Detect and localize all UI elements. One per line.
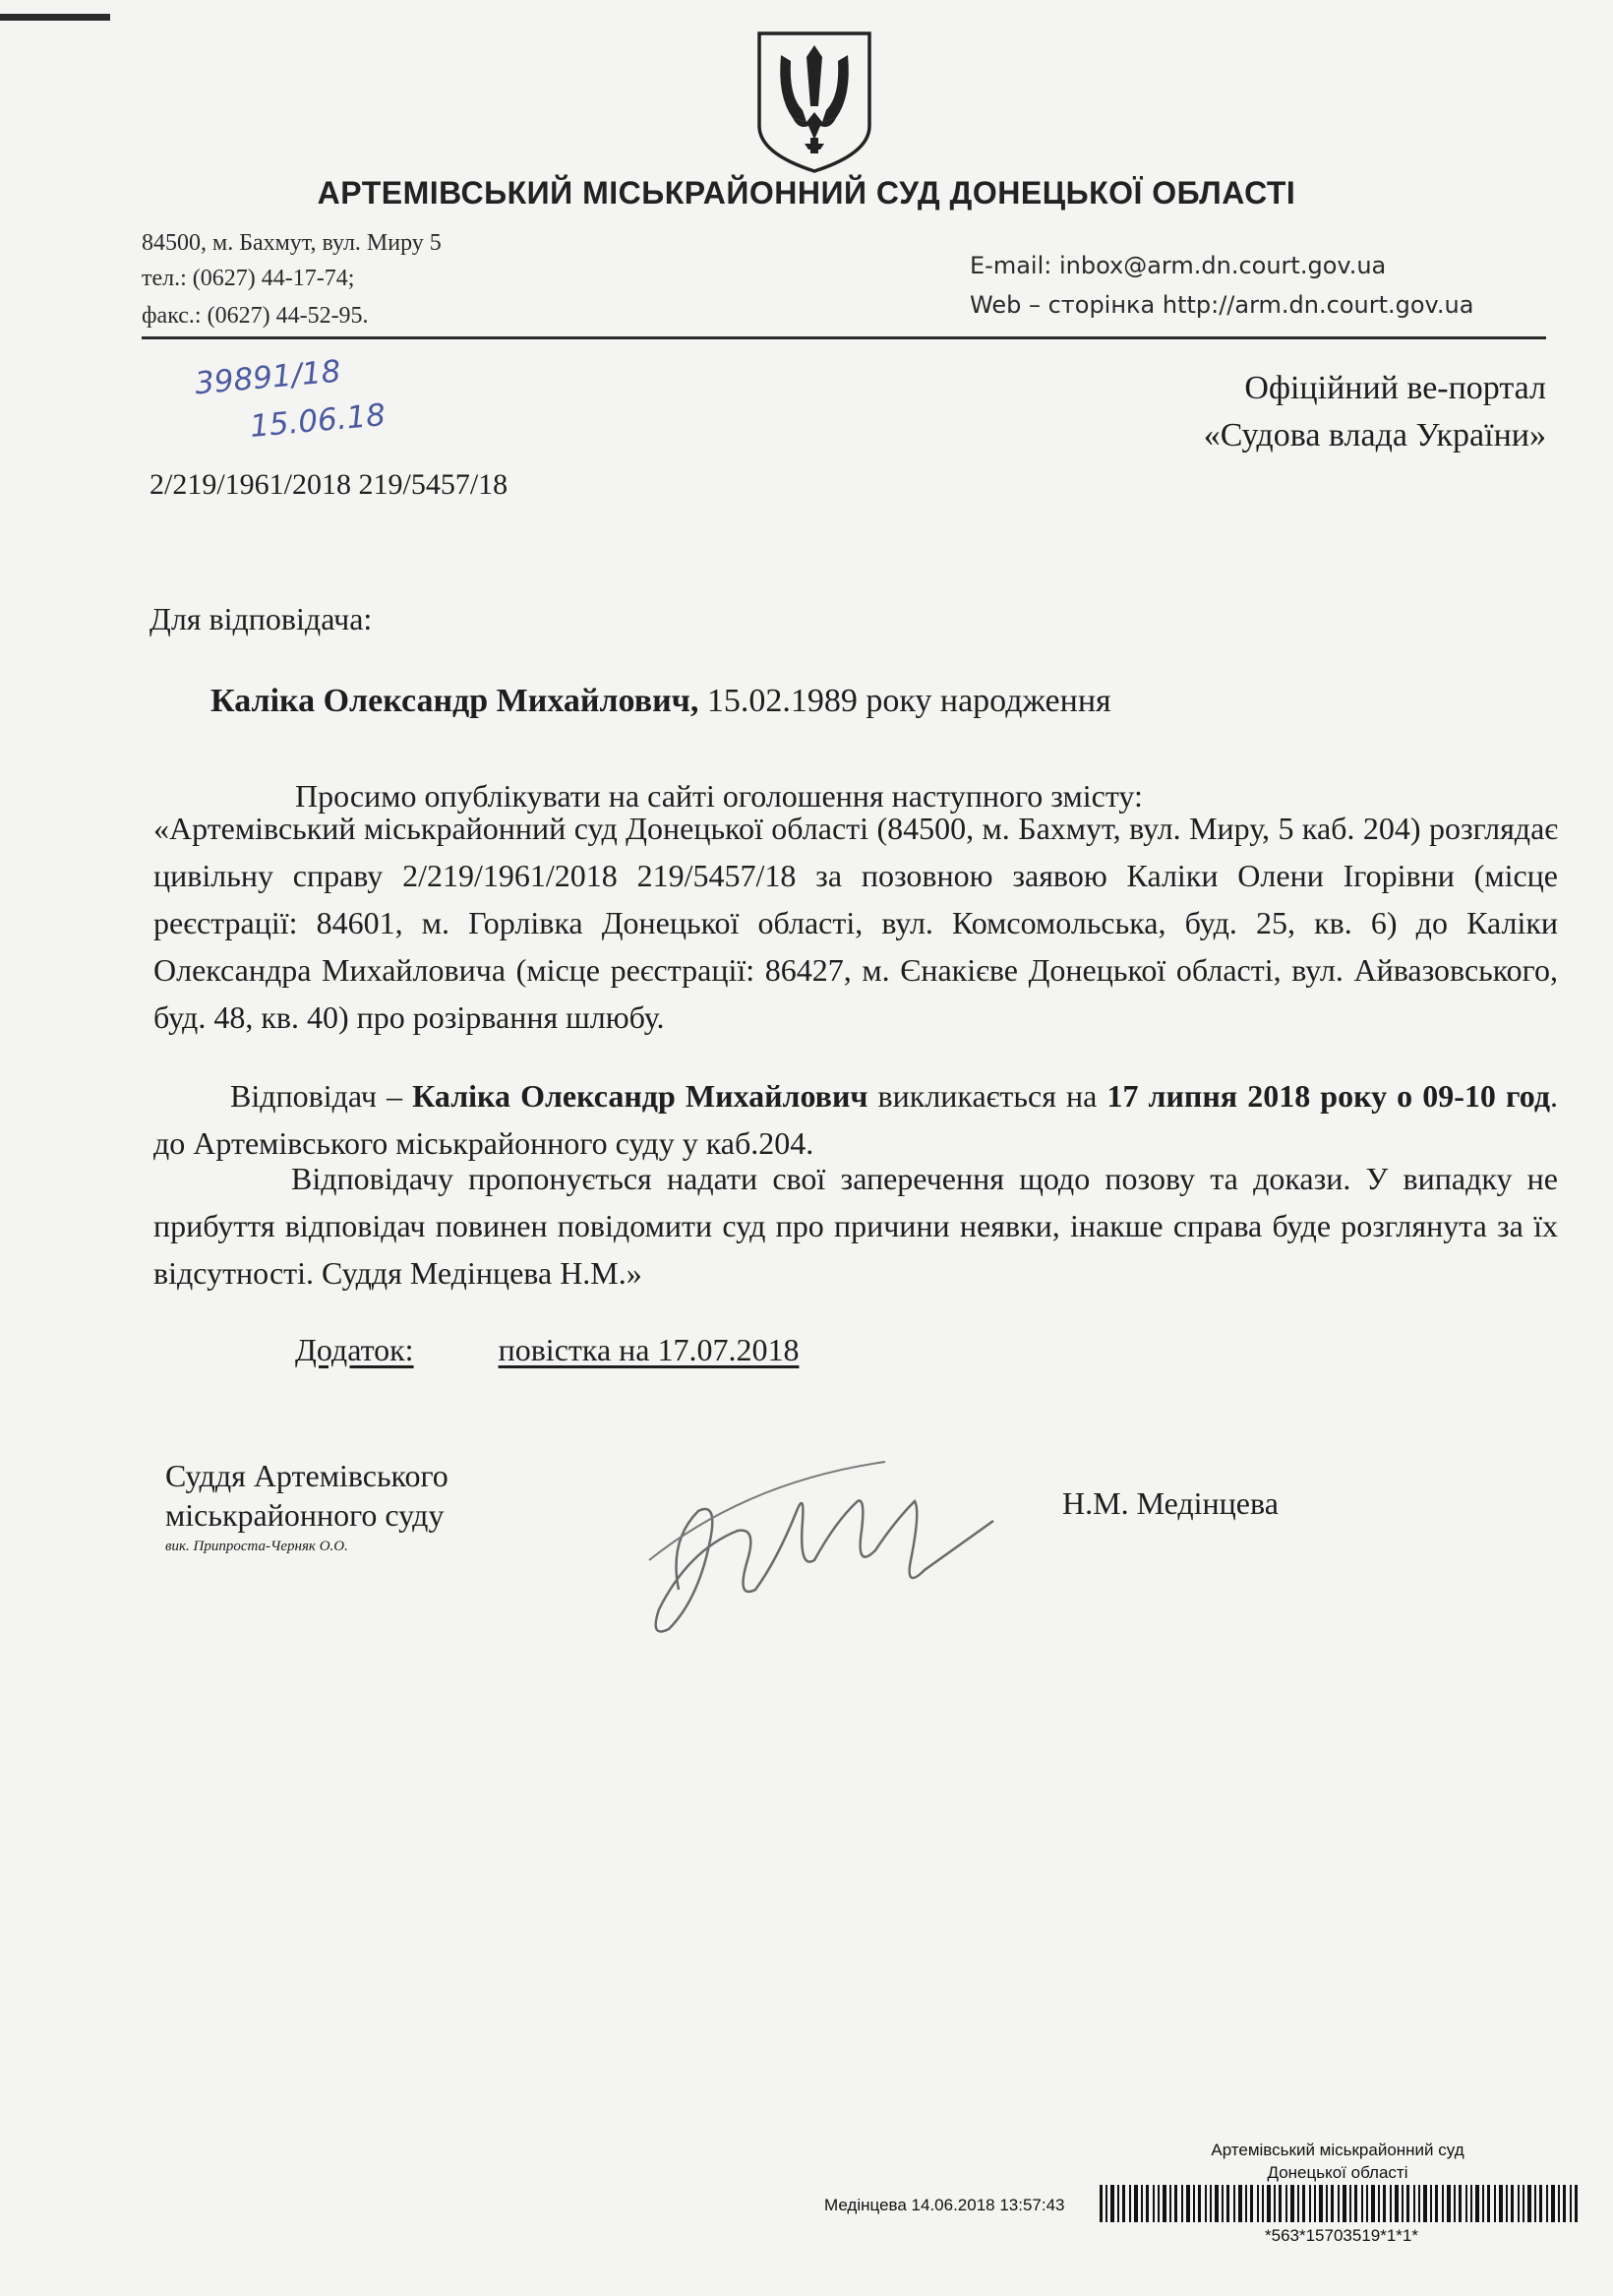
to-defendant-label: Для відповідача: [149,601,373,636]
handwritten-reg-number: 39891/18 [193,353,342,402]
addressee-line-2: «Судова влада України» [1203,417,1546,453]
court-fax: факс.: (0627) 44-52-95. [142,303,369,329]
stamp-court-line-1: Артемівський міськрайонний суд [1211,2141,1464,2159]
defendant-name: Каліка Олександр Михайлович, [210,683,699,719]
stamp-court-line-2: Донецької області [1267,2163,1408,2182]
court-website: Web – сторінка http://arm.dn.court.gov.ua [970,291,1474,319]
summoned-defendant-name: Каліка Олександр Михайлович [412,1078,868,1114]
coat-of-arms-emblem [753,28,875,175]
judge-title-line-2: міськрайонного суду [165,1497,445,1533]
case-numbers: 2/219/1961/2018 219/5457/18 [149,468,508,501]
stamp-user-datetime: Медінцева 14.06.2018 13:57:43 [824,2196,1065,2214]
request-paragraph: Просимо опублікувати на сайті оголошення наступного змісту: [295,778,1143,814]
executor-note: вик. Припроста-Черняк О.О. [165,1539,348,1554]
defendant-birth: 15.02.1989 року народження [698,683,1111,719]
addressee-line-1: Офіційний ве-портал [1244,370,1546,406]
defendant-line [210,685,1111,718]
summons-paragraph: Відповідач – Каліка Олександр Михайлович викликається на 17 липня 2018 року о 09-10 год. до Артемівського міськрайонного суду у каб.204. [153,1078,1559,1161]
court-phone: тел.: (0627) 44-17-74; [142,266,355,291]
attachment-label: Додаток: [295,1332,414,1367]
announcement-paragraph: «Артемівський міськрайонний суд Донецької області (84500, м. Бахмут, вул. Миру, 5 каб. 204) розглядає цивільну справу 2/219/1961/2018 219/5457/18 за позовною заявою Каліки Олени Ігорівни (місце реєстрації: 84601, м. Горлівка Донецької області, вул. Комсомольська, буд. 25, кв. 6) до Каліки Олександра Михайловича (місце реєстрації: 86427, м. Єнакієве Донецької області, вул. Айвазовського, буд. 48, кв. 40) про розірвання шлюбу. [153,811,1558,1035]
hearing-datetime: 17 липня 2018 року о 09-10 год [1106,1078,1551,1114]
signer-name: Н.М. Медінцева [1062,1485,1279,1521]
handwritten-signature [629,1442,1013,1645]
court-name-heading: АРТЕМІВСЬКИЙ МІСЬКРАЙОННИЙ СУД ДОНЕЦЬКОЇ ОБЛАСТІ [317,175,1296,211]
handwritten-reg-date: 15.06.18 [248,397,388,445]
document-barcode [1100,2185,1578,2222]
barcode-text: *563*15703519*1*1* [1265,2226,1418,2245]
attachment-text: повістка на 17.07.2018 [498,1332,800,1367]
header-divider [142,336,1546,339]
judge-title-line-1: Суддя Артемівського [165,1458,448,1493]
objections-paragraph: Відповідачу пропонується надати свої заперечення щодо позову та докази. У випадку не прибуття відповідач повинен повідомити суд про причини неявки, інакше справа буде розглянута за їх відсутності. Суддя Медінцева Н.М.» [153,1161,1558,1291]
scan-corner-mark [0,14,110,21]
court-address: 84500, м. Бахмут, вул. Миру 5 [142,230,442,256]
court-email: E-mail: inbox@arm.dn.court.gov.ua [970,252,1387,279]
attachment-line [295,1334,799,1365]
